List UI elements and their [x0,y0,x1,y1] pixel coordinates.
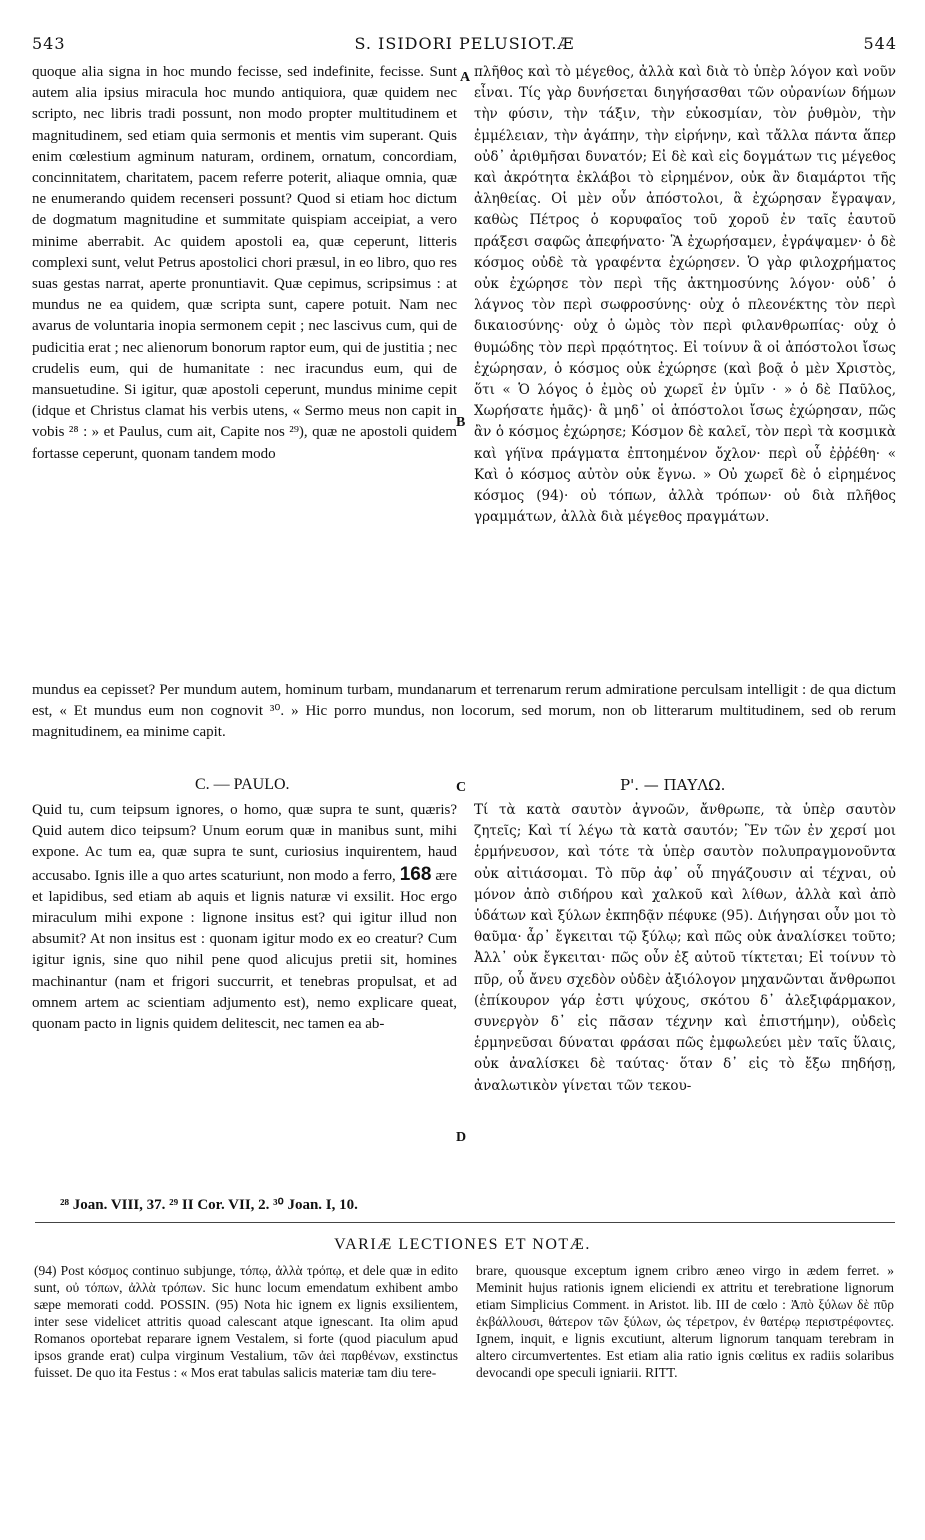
greek-column-1 [474,62,896,678]
right-page-number: 544 [863,34,897,53]
latin-paragraph-2 [32,800,457,1035]
notes-heading: VARIÆ LECTIONES ET NOTÆ. [334,1236,591,1253]
latin-column-1 [32,62,457,678]
notes-left-text: (94) Post κόσμος continuo subjunge, τόπῳ, ἀλλὰ τρόπῳ, et dele quæ in edito sunt, οὐ τόπων, ἀλλὰ τρόπων. Sic hunc locum emendatum exhibent ambo sæpe memorati codd. POSSIN. (95) Nota hic ignem ex lignis exsilientem, inter sese videlicet attritis quoad calescant atque ignescant. Ita olim apud Romanos oportebat reparare ignem Vestalem, si forte (quod piaculum apud ipsos grande erat) culpa virginum Vestalium, τῶν ἀεὶ παρθένων, exstinctus fuisset. De quo ita Festus : « Mos erat tabulas salicis materiæ tam diu tere- [34,1263,458,1380]
greek-paragraph-1: πλῆθος καὶ τὸ μέγεθος, ἀλλὰ καὶ διὰ τὸ ὑπὲρ λόγον καὶ νοῦν εἶναι. Τίς γὰρ δυνήσεται διηγήσασθαι τῶν οὐρανίων δήμων τὴν φύσιν, τὴν τάξιν, τὴν εὐκοσμίαν, τὸν ῥυθμὸν, τὴν ἐμμέλειαν, τὴν ἀγάπην, τὴν εἰρήνην, καὶ τἄλλα πάντα ἅπερ οὐδ᾽ ἀριθμῆσαι δυνατόν; Εἰ δὲ καὶ εἰς δογμάτων τις μέγεθος καὶ ἀκρότητα ἐκλάβοι τὸ εἰρημένον, οὐκ ἂν διαμάρτοι τῆς ἀληθείας. Οἱ μὲν οὖν ἀπόστολοι, ἃ ἐχώρησαν ἔγραψαν, καθὼς Πέτρος ὁ κορυφαῖος τοῦ χοροῦ ἐν ταῖς ἑαυτοῦ πράξεσι σαφῶς ἀπεφήνατο· Ἃ ἐχωρήσαμεν, ἐγράψαμεν· ὁ δὲ κόσμος οὐδὲ τὰ γραφέντα ἐχώρησεν. Ὁ γὰρ φιλοχρήματος οὐκ ἐχώρησε τὸν περὶ τῆς ἀκτημοσύνης λόγον· οὐδ᾽ ὁ λάγνος τὸν περὶ σωφροσύνης· οὐχ ὁ πλεονέκτης τὸν περὶ δικαιοσύνης· οὐχ ὁ ὠμὸς τὸν περὶ φιλανθρωπίας· οὐχ ὁ θυμώδης τὸν περὶ πρᾳότητος. Εἰ τοίνυν ἃ οἱ ἀπόστολοι ἴσως ἐχώρησαν, ὁ κόσμος οὐκ ἐχώρησε (καὶ βοᾷ ὁ μὲν Χριστὸς, ὅτι « Ὁ λόγος ὁ ἐμὸς οὐ χωρεῖ ἐν ὑμῖν · » ὁ δὲ Παῦλος, Χωρήσατε ἡμᾶς)· ἃ μηδ᾽ οἱ ἀπόστολοι ἴσως ἐχώρησαν, πῶς ἂν ὁ κόσμος ἐχώρησε; Κόσμον δὲ καλεῖ, τὸν περὶ τὰ κοσμικὰ καὶ γήϊνα πράγματα ἐπτοημένον ὄχλον· περὶ οὗ ἐῤῥέθη· « Καὶ ὁ κόσμος αὐτὸν οὐκ ἔγνω. » Οὐ χωρεῖ δὲ ὁ εἰρημένος κόσμος (94)· οὐ τόπων, ἀλλὰ τρόπων· οὐ διὰ πλῆθος γραμμάτων, ἀλλὰ διὰ μέγεθος πραγμάτων. [474,64,896,526]
latin-paragraph-1: quoque alia signa in hoc mundo fecisse, sed indefinite, fecisse. Sunt autem alia ipsius miracula hoc mundo antiquiora, quæ quidem nec scripto, nec libris tradi possunt, non modo propter multitudinem et magnitudinem, sed etiam quia sermonis et mentis vim superant. Quis enim cœlestium agminum naturam, ordinem, ornatum, concordiam, concinnitatem, charitatem, pacem referre poterit, aliaque omnia, quæ ne enumerando quidem recenseri possunt? Quod si etiam hoc dictum de dogmatum magnitudine et summitate quispiam acceipiat, a vero minime aberrabit. Ac quidem apostoli ea, quæ ceperunt, litteris complexi sunt, velut Petrus apostolici chori præsul, in eo libro, quo res suas gestas narrat, aperte pronuntiavit. Quæ cepimus, scripsimus : at mundus ne ea quidem, quæ scripta sunt, capere potuit. Nam nec avarus de voluntaria inopia sermonem cepit ; nec lascivus cum, qui de pudicitia erat ; nec alienorum bonorum raptor eum, qui de justitia ; nec crudelis eum, qui de humanitate : nec iracundus eum, qui de mansuetudine. Si igitur, quæ apostoli ceperunt, mundus minime cepit (idque et Christus clamat his verbis utens, « Sermo meus non capit in vobis ²⁸ : » et Paulus, cum ait, Capite nos ²⁹), quæ ne apostoli quidem fortasse ceperunt, quonam tandem modo [32,64,457,462]
page-header [32,34,897,56]
column-number: 168 [399,863,432,885]
notes-right-column [476,1262,894,1502]
margin-letter-d: D [456,1130,467,1145]
full-width-block [32,680,896,766]
latin-letter-heading: C. — PAULO. [195,776,290,793]
greek-column-2 [474,800,896,1175]
margin-letter-a: A [460,70,471,85]
latin-column-2 [32,800,457,1175]
notes-left-column [34,1262,458,1502]
left-page-number: 543 [32,34,66,53]
greek-paragraph-2: Τί τὰ κατὰ σαυτὸν ἀγνοῶν, ἄνθρωπε, τὰ ὑπὲρ σαυτὸν ζητεῖς; Καὶ τί λέγω τὰ κατὰ σαυτόν; Ἓν τῶν ἐν χερσί μοι ἑρμήνευσον, καὶ τότε τὰ ὑπὲρ σαυτὸν πολυπραγμονοῦντα οὐκ αἰτιάσομαι. Τὸ πῦρ ἀφ᾽ οὗ πηγάζουσιν αἱ τέχναι, οὐ μόνον ἀπὸ σιδήρου καὶ χαλκοῦ καὶ λίθων, ἀλλὰ καὶ ἀπὸ ὑδάτων καὶ ξύλων ἐκπηδᾷν πέφυκε (95). Διήγησαι οὖν μοι τὸ θαῦμα· ἆρ᾽ ἔγκειται τῷ ξύλῳ; καὶ πῶς οὐκ ἀναλίσκει τοῦτο; Ἀλλ᾽ οὐκ ἔγκειται· πῶς οὖν ἐξ αὐτοῦ τίκτεται; Εἰ τοίνυν τὸ πῦρ, οὗ ἄνευ σχεδὸν οὐδὲν ἀξιόλογον μηχανῶνται ἄνθρωποι (ἐπίκουρον γάρ ἐστι ψύχους, σκότου δ᾽ ἀλεξιφάρμακον, συνεργὸν δ᾽ εἰς πᾶσαν τέχνην καὶ ἐπιστήμην), οὐδεὶς ἑρμηνεῦσαι δύναται φράσαι πῶς ἐμφωλεύει μὲν ταῖς ὕλαις, οὐκ ἀναλίσκει δὲ ταύτας· ὅταν δ᾽ εἰς τὸ ἔξω πηδήσῃ, ἀναλωτικὸν γίνεται τῶν τεκου- [474,802,896,1094]
greek-letter-heading: Ρ'. — ΠΑΥΛΩ. [620,776,726,794]
divider-rule [35,1222,895,1223]
margin-letter-c: C [456,780,467,795]
latin-text-part-b: ære et lapidibus, sed etiam ab aquis et lignis naturæ vi exsilit. Hoc ergo miraculum mihi expone : lignone insitus est? qui igitur illud non absumit? At non insitus est : quonam igitur modo ex eo creatur? Cum igitur ignis, sine quo nihil pene quod alicujus pretii sit, homines machinantur (nam et frigori succurrit, et tenebras propulsat, et ad omnem artem ac scientiam adjumento est), nemo explicare queat, quonam pacto in lignis quidem delitescit, nec tamen ea ab- [32,867,457,1033]
margin-letter-b: B [456,415,466,430]
running-title: S. ISIDORI PELUSIOT.Æ [354,34,575,53]
full-width-paragraph: mundus ea cepisset? Per mundum autem, hominum turbam, mundanarum et terrenarum rerum admiratione perculsam intelligit : de qua dictum est, « Et mundus eum non cognovit ³⁰. » Hic porro mundus, non locorum, sed morum, non ob litterarum multitudinem, sed ob rerum magnitudinem, ea minime capit. [32,682,896,741]
footnote-references: ²⁸ Joan. VIII, 37. ²⁹ II Cor. VII, 2. ³⁰ Joan. I, 10. [60,1197,358,1213]
latin-text-part-a: Quid tu, cum teipsum ignores, o homo, quæ supra te sunt, quæris? Quid autem dico teipsum? Unum eorum quæ in manibus sunt, mihi expone. Ac tum ea, quæ supra te sunt, curiosius inquirentem, haud accusabo. Ignis ille a quo artes scaturiunt, non modo a ferro, [32,802,457,884]
notes-right-text: brare, quousque exceptum ignem cribro æneo virgo in ædem ferret. » Meminit hujus rationis ignem eliciendi ex attritu et terebratione lignorum etiam Simplicius Comment. in Aristot. lib. III de cœlo : Ἀπὸ ξύλων δὲ πῦρ ἐκβάλλουσι, θάτερον τῶν ξύλων, ὡς τέρετρον, ἐν θατέρῳ περιστρέφοντες. Ignem, inquit, e lignis excutiunt, alterum lignorum tanquam terebram in altero circumvertentes. Est etiam alia ratio ignis cœlitus ex radiis solaribus devocandi ope speculi igniarii. RITT. [476,1263,894,1380]
